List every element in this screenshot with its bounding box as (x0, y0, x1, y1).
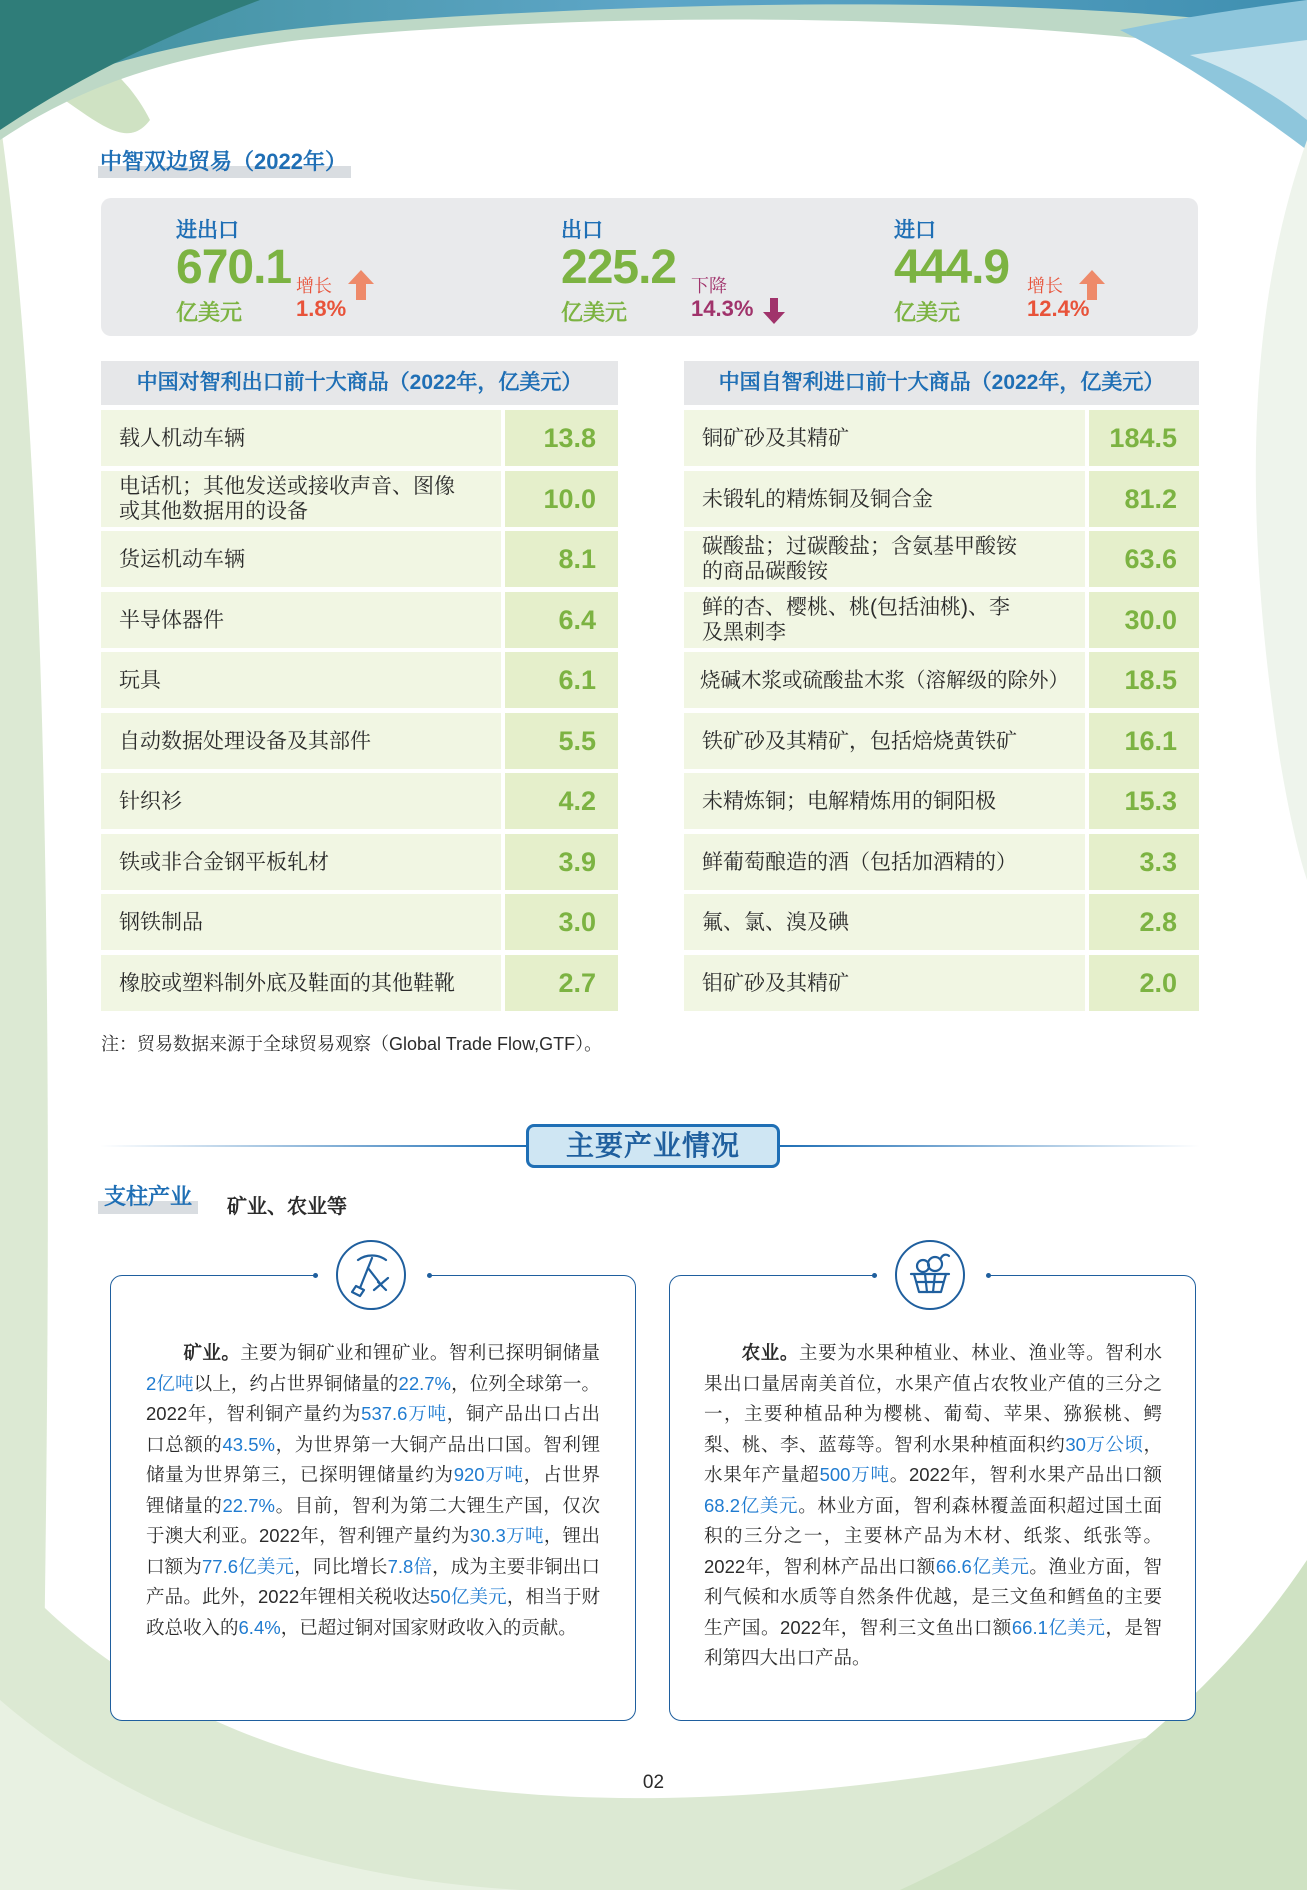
row-name: 碳酸盐；过碳酸盐；含氨基甲酸铵的商品碳酸铵 (684, 531, 1085, 587)
dot (986, 1273, 991, 1278)
paragraph-text: 。渔业方面，智利气候和水质等自然条件优越，是三文鱼和鳕鱼的主要生产国。2022年，智利三文鱼出口额 (704, 1555, 1162, 1638)
mining-paragraph (146, 1338, 600, 1643)
highlight-figure: 22.7% (398, 1372, 451, 1394)
highlight-figure: 30万公顷 (1065, 1433, 1144, 1455)
paragraph-text: 。2022年，智利水果产品出口额 (889, 1464, 1162, 1485)
paragraph-text: 主要为水果种植业、林业、渔业等。智利水果出口量居南美首位，水果产值占农牧业产值的三分之一，主要种植品种为樱桃、葡萄、苹果、猕猴桃、鳄梨、桃、李、蓝莓等。智利水果种植面积约 (704, 1342, 1162, 1455)
pillar-industry-sub: 矿业、农业等 (227, 1196, 347, 1218)
row-name: 玩具 (101, 652, 501, 708)
paragraph-text: ，水果年产量超 (704, 1433, 1162, 1485)
highlight-figure: 537.6万吨 (361, 1403, 447, 1424)
row-value: 2.0 (1089, 955, 1199, 1011)
row-name: 烧碱木浆或硫酸盐木浆（溶解级的除外） (684, 652, 1085, 708)
table-row (101, 834, 618, 890)
row-name: 半导体器件 (101, 592, 501, 648)
row-name: 自动数据处理设备及其部件 (101, 713, 501, 769)
row-name: 钼矿砂及其精矿 (684, 955, 1085, 1011)
paragraph-text: ，成为主要非铜出口产品。此外，2022年锂相关税收达 (146, 1555, 600, 1607)
arrow-up-icon (1077, 268, 1107, 302)
arrow-down-icon (761, 296, 787, 326)
page-number: 02 (642, 1772, 665, 1793)
row-value: 3.0 (505, 894, 618, 950)
divider-right (780, 1145, 1200, 1147)
summary-percent: 1.8% (296, 296, 347, 321)
row-value: 63.6 (1089, 531, 1199, 587)
row-name: 钢铁制品 (101, 894, 501, 950)
trade-section-title: 中智双边贸易（2022年） (98, 146, 351, 178)
highlight-figure: 66.1亿美元 (1011, 1616, 1106, 1638)
row-value: 5.5 (505, 713, 618, 769)
dot (313, 1273, 318, 1278)
summary-trend: 下降 (691, 276, 727, 296)
row-name: 针织衫 (101, 773, 501, 829)
table-row (101, 894, 618, 950)
paragraph-lead: 矿业。 (183, 1342, 241, 1363)
table-row (101, 410, 618, 466)
table-row (101, 471, 618, 527)
paragraph-text: ，已超过铜对国家财政收入的贡献。 (280, 1616, 577, 1638)
summary-label: 进出口 (176, 219, 239, 242)
table-row (101, 652, 618, 708)
export-table-header: 中国对智利出口前十大商品（2022年，亿美元） (101, 361, 618, 405)
row-name: 铁或非合金钢平板轧材 (101, 834, 501, 890)
industry-section-title: 主要产业情况 (526, 1124, 780, 1168)
highlight-figure: 43.5% (222, 1433, 275, 1455)
highlight-figure: 500万吨 (819, 1464, 890, 1485)
row-name: 铜矿砂及其精矿 (684, 410, 1085, 466)
summary-trend: 增长 (1027, 276, 1063, 296)
table-row (101, 955, 618, 1011)
mining-icon-badge (336, 1240, 406, 1310)
table-row (101, 531, 618, 587)
row-value: 30.0 (1089, 592, 1199, 648)
dot (427, 1273, 432, 1278)
highlight-figure: 50亿美元 (430, 1586, 507, 1607)
agriculture-icon-badge (895, 1240, 965, 1310)
dot (872, 1273, 877, 1278)
highlight-figure: 22.7% (222, 1494, 275, 1516)
row-value: 3.3 (1089, 834, 1199, 890)
highlight-figure: 30.3万吨 (469, 1525, 544, 1546)
paragraph-text: ，同比增长 (294, 1555, 388, 1577)
row-value: 6.4 (505, 592, 618, 648)
row-value: 10.0 (505, 471, 618, 527)
data-source-note: 注：贸易数据来源于全球贸易观察（Global Trade Flow,GTF）。 (101, 1034, 603, 1054)
export-table (101, 410, 618, 1015)
row-name: 货运机动车辆 (101, 531, 501, 587)
highlight-figure: 920万吨 (453, 1464, 524, 1485)
highlight-figure: 7.8倍 (387, 1555, 433, 1577)
paragraph-text: 。目前，智利为第二大锂生产国，仅次于澳大利亚。2022年，智利锂产量约为 (146, 1494, 600, 1546)
highlight-figure: 77.6亿美元 (202, 1555, 295, 1577)
table-row (684, 955, 1199, 1011)
row-name: 电话机；其他发送或接收声音、图像或其他数据用的设备 (101, 471, 501, 527)
summary-value: 444.9 (894, 241, 1010, 294)
row-name: 氟、氯、溴及碘 (684, 894, 1085, 950)
row-value: 2.7 (505, 955, 618, 1011)
table-row (684, 531, 1199, 587)
row-name: 橡胶或塑料制外底及鞋面的其他鞋靴 (101, 955, 501, 1011)
row-value: 16.1 (1089, 713, 1199, 769)
table-row (101, 592, 618, 648)
table-row (684, 834, 1199, 890)
table-row (684, 713, 1199, 769)
paragraph-lead: 农业。 (741, 1342, 800, 1363)
highlight-figure: 2亿吨 (146, 1372, 194, 1394)
paragraph-text: ，铜产品出口占出口总额的 (146, 1403, 600, 1455)
paragraph-text: ，位列全球第一。2022年，智利铜产量约为 (146, 1372, 600, 1424)
paragraph-text: ，锂出口额为 (146, 1525, 600, 1577)
summary-value: 225.2 (561, 241, 677, 294)
row-value: 81.2 (1089, 471, 1199, 527)
paragraph-text: ，相当于财政总收入的 (146, 1586, 600, 1638)
paragraph-text: ，占世界锂储量的 (146, 1464, 600, 1516)
summary-value: 670.1 (176, 241, 292, 294)
row-name: 铁矿砂及其精矿，包括焙烧黄铁矿 (684, 713, 1085, 769)
row-value: 4.2 (505, 773, 618, 829)
agriculture-paragraph (704, 1338, 1162, 1674)
paragraph-text: 以上，约占世界铜储量的 (193, 1372, 399, 1394)
row-name: 未精炼铜；电解精炼用的铜阳极 (684, 773, 1085, 829)
summary-unit: 亿美元 (894, 300, 961, 325)
summary-trend: 增长 (296, 276, 332, 296)
table-row (684, 592, 1199, 648)
import-table (684, 410, 1199, 1015)
row-name: 未锻轧的精炼铜及铜合金 (684, 471, 1085, 527)
paragraph-text: 主要为铜矿业和锂矿业。智利已探明铜储量 (240, 1342, 600, 1363)
summary-label: 出口 (561, 219, 603, 242)
summary-unit: 亿美元 (176, 300, 243, 325)
table-row (101, 713, 618, 769)
row-value: 18.5 (1089, 652, 1199, 708)
arrow-up-icon (346, 268, 376, 302)
pillar-industry-label: 支柱产业 (98, 1180, 198, 1214)
mining-tools-icon (338, 1242, 404, 1308)
table-row (684, 652, 1199, 708)
summary-label: 进口 (894, 219, 936, 242)
row-value: 184.5 (1089, 410, 1199, 466)
table-row (684, 894, 1199, 950)
row-name: 载人机动车辆 (101, 410, 501, 466)
highlight-figure: 6.4% (238, 1616, 281, 1638)
table-row (684, 773, 1199, 829)
row-value: 6.1 (505, 652, 618, 708)
paragraph-text: ，是智利第四大出口产品。 (704, 1616, 1162, 1668)
trade-summary-panel (101, 198, 1198, 336)
highlight-figure: 68.2亿美元 (704, 1494, 799, 1516)
fruit-basket-icon (897, 1242, 963, 1308)
table-row (684, 410, 1199, 466)
row-value: 3.9 (505, 834, 618, 890)
row-value: 2.8 (1089, 894, 1199, 950)
table-row (684, 471, 1199, 527)
row-value: 15.3 (1089, 773, 1199, 829)
divider-left (100, 1145, 526, 1147)
row-name: 鲜的杏、樱桃、桃(包括油桃)、李及黑刺李 (684, 592, 1085, 648)
table-row (101, 773, 618, 829)
paragraph-text: ，为世界第一大铜产品出口国。智利锂储量为世界第三，已探明锂储量约为 (146, 1433, 600, 1485)
row-name: 鲜葡萄酿造的酒（包括加酒精的） (684, 834, 1085, 890)
row-value: 8.1 (505, 531, 618, 587)
paragraph-text: 。林业方面，智利森林覆盖面积超过国土面积的三分之一，主要林产品为木材、纸浆、纸张等。2022年，智利林产品出口额 (704, 1494, 1162, 1577)
summary-percent: 12.4% (1027, 296, 1090, 321)
summary-unit: 亿美元 (561, 300, 628, 325)
highlight-figure: 66.6亿美元 (935, 1555, 1030, 1577)
row-value: 13.8 (505, 410, 618, 466)
summary-percent: 14.3% (691, 296, 754, 321)
import-table-header: 中国自智利进口前十大商品（2022年，亿美元） (684, 361, 1199, 405)
